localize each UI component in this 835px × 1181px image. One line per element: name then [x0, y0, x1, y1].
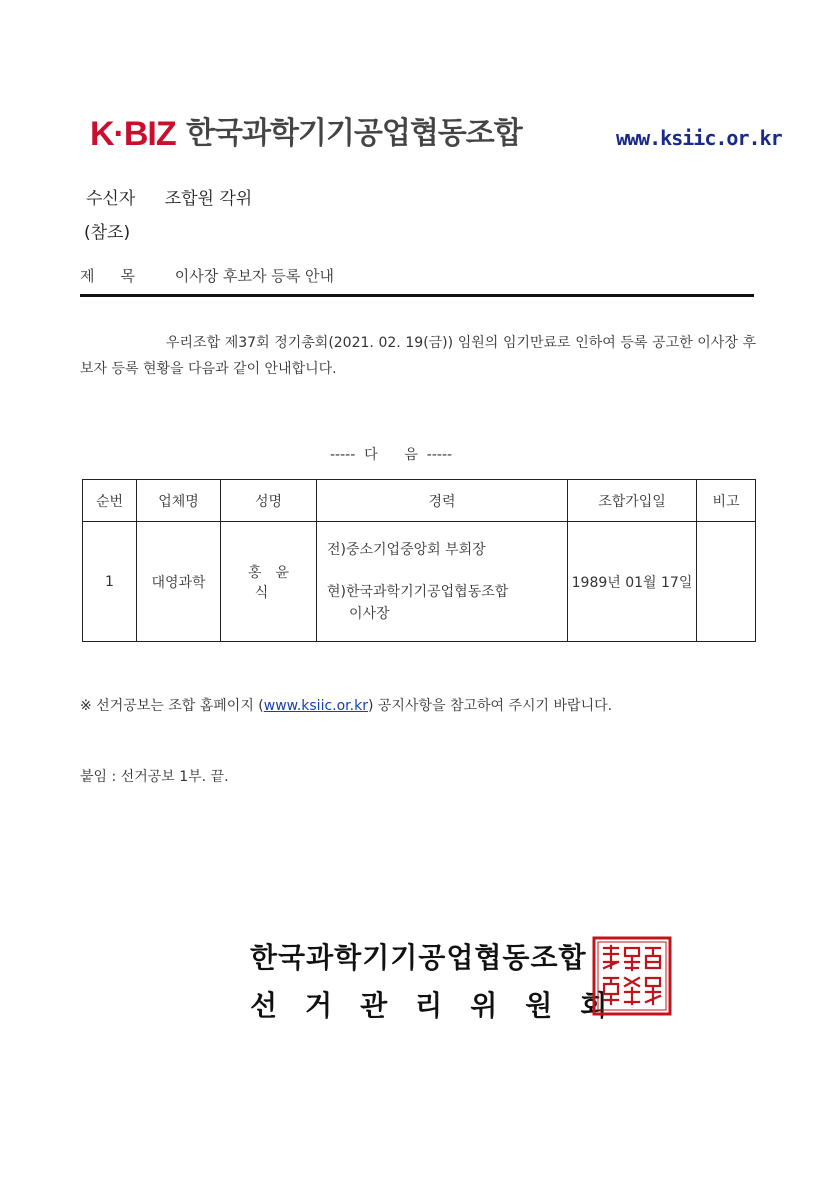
cell-note — [697, 522, 756, 642]
cell-career — [317, 522, 568, 642]
subject-row — [80, 265, 334, 286]
subject-label: 제목 — [80, 267, 161, 285]
header-company: 업체명 — [137, 480, 221, 522]
homepage-link[interactable]: www.ksiic.or.kr — [263, 698, 368, 714]
career-current: 현)한국과학기기공업협동조합 — [327, 583, 509, 600]
cell-company: 대영과학 — [137, 522, 221, 642]
issuer-committee: 선거관리위원회 — [250, 989, 636, 1022]
table-header-row — [83, 480, 756, 522]
header-note: 비고 — [697, 480, 756, 522]
website-url: www.ksiic.or.kr — [616, 126, 782, 150]
section-title: ----- 다 음 ----- — [330, 447, 453, 463]
recipient-label: 수신자 — [86, 189, 136, 209]
attachment-line: 붙임 : 선거공보 1부. 끝. — [80, 769, 229, 785]
notice-suffix: ) 공지사항을 참고하여 주시기 바랍니다. — [367, 698, 613, 714]
issuer-org: 한국과학기기공업협동조합 — [250, 941, 587, 974]
recipient-row — [86, 184, 252, 209]
career-current-title: 이사장 — [349, 605, 390, 622]
cell-joined: 1989년 01월 17일 — [568, 522, 697, 642]
header-no: 순번 — [83, 480, 137, 522]
subject-value: 이사장 후보자 등록 안내 — [174, 267, 334, 285]
reference-label: (참조) — [84, 223, 131, 243]
header-career: 경력 — [317, 480, 568, 522]
notice-prefix: ※ 선거공보는 조합 홈페이지 ( — [80, 698, 264, 714]
career-previous: 전)중소기업중앙회 부회장 — [327, 541, 486, 558]
org-name: 한국과학기기공업협동조합 — [186, 116, 522, 151]
subject-divider — [80, 294, 754, 297]
header-name: 성명 — [221, 480, 317, 522]
kbiz-logo: K·BIZ — [90, 115, 176, 153]
notice-line — [80, 695, 612, 715]
official-seal-icon — [592, 936, 672, 1016]
header-joined: 조합가입일 — [568, 480, 697, 522]
cell-name — [221, 522, 317, 642]
recipient-value: 조합원 각위 — [164, 189, 253, 209]
table-row — [83, 522, 756, 642]
body-paragraph: 우리조합 제37회 정기총회(2021. 02. 19(금)) 임원의 임기만료로 인하여 등록 공고한 이사장 후보자 등록 현황을 다음과 같이 안내합니다. — [80, 335, 756, 377]
cell-no: 1 — [83, 522, 137, 642]
candidate-table — [82, 479, 756, 642]
candidate-name: 홍윤식 — [247, 564, 304, 601]
